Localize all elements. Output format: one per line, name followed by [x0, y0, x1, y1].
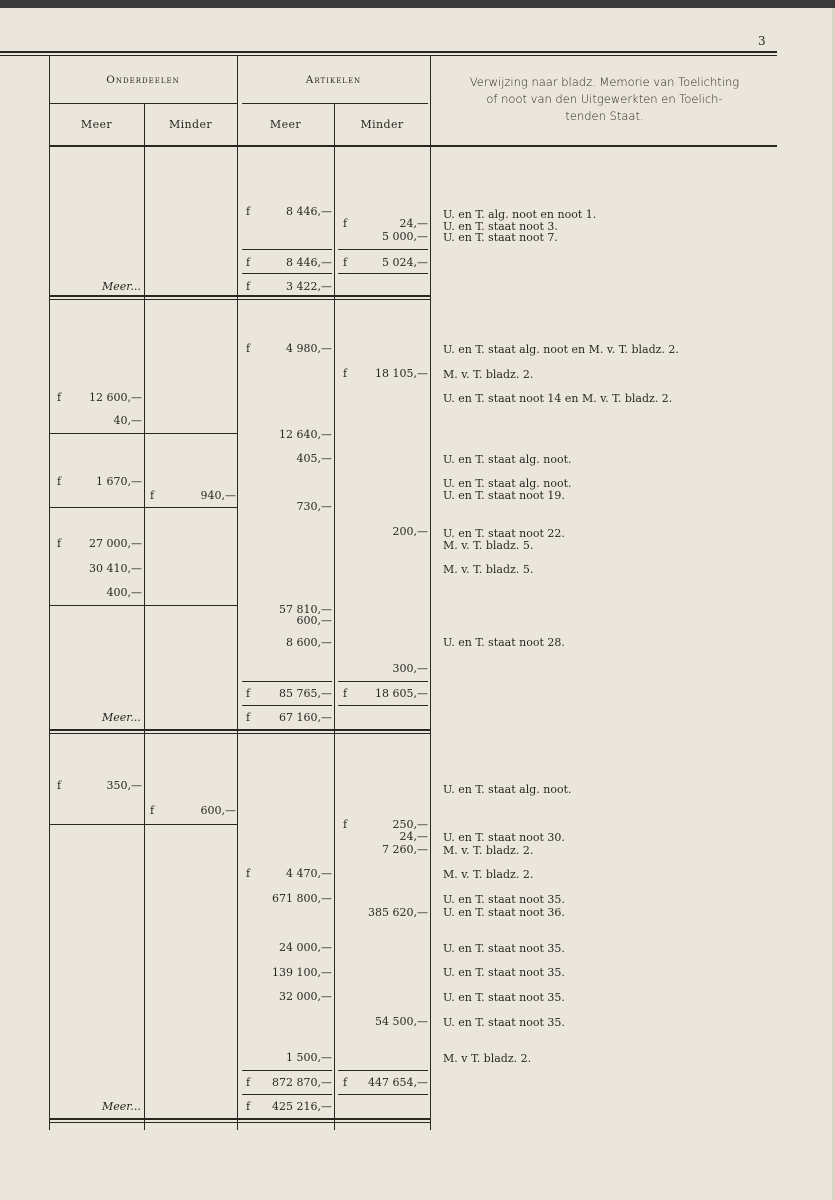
s3-art-meer-3: 24 000,— [279, 941, 332, 954]
s1-meer-label: Meer... [102, 280, 141, 293]
col-line-3 [237, 55, 238, 1130]
s2-ond-meer-5: 30 410,— [89, 562, 142, 575]
s3-total-meer: 872 870,— [272, 1076, 332, 1089]
s3-ref-11: M. v T. bladz. 2. [443, 1052, 532, 1065]
s3-art-meer-4: 139 100,— [272, 966, 332, 979]
s2-ref-8: M. v. T. bladz. 5. [443, 539, 534, 552]
s2-sum-rule-meer [242, 681, 332, 682]
s2-ond-meer-1: 12 600,— [89, 391, 142, 404]
header-ref-line-3: tenden Staat. [565, 109, 644, 123]
s1-end-rule-b [49, 299, 430, 300]
s1-sum-rule-meer [242, 249, 332, 250]
s1-rule-2-meer [242, 273, 332, 274]
florin-sign: f [57, 537, 62, 550]
s3-ref-1: U. en T. staat alg. noot. [443, 783, 572, 796]
s3-ref-10: U. en T. staat noot 35. [443, 1016, 565, 1029]
florin-sign: f [246, 1100, 251, 1113]
s2-meer-label: Meer... [102, 711, 141, 724]
s3-sum-rule-meer [242, 1070, 332, 1071]
s2-rule-2-meer [242, 705, 332, 706]
s2-ref-10: U. en T. staat noot 28. [443, 636, 565, 649]
s3-ref-8: U. en T. staat noot 35. [443, 966, 565, 979]
header-bottom-rule [49, 145, 777, 147]
s3-art-meer-2: 671 800,— [272, 892, 332, 905]
s3-art-minder-3: 7 260,— [382, 843, 428, 856]
florin-sign: f [343, 687, 348, 700]
s2-ond-meer-2: 40,— [113, 414, 142, 427]
s3-end-rule-a [49, 1118, 430, 1120]
s3-art-minder-2: 24,— [399, 830, 428, 843]
s2-total-meer: 85 765,— [279, 687, 332, 700]
s3-ref-2: U. en T. staat noot 30. [443, 831, 565, 844]
s2-ref-3: U. en T. staat noot 14 en M. v. T. bladz. 2. [443, 392, 673, 405]
s3-ref-4: M. v. T. bladz. 2. [443, 868, 534, 881]
s1-end-rule-a [49, 295, 430, 297]
header-art-meer: Meer [269, 118, 302, 131]
s2-ref-9: M. v. T. bladz. 5. [443, 563, 534, 576]
florin-sign: f [246, 342, 251, 355]
s3-art-minder-5: 54 500,— [375, 1015, 428, 1028]
s2-ond-minder-1: 940,— [200, 489, 236, 502]
florin-sign: f [246, 687, 251, 700]
header-sub-rule-right [242, 103, 428, 104]
s1-total-meer: 8 446,— [286, 256, 332, 269]
s2-ond-meer-3: 1 670,— [96, 475, 142, 488]
florin-sign: f [57, 779, 62, 792]
s2-art-meer-3: 405,— [296, 452, 332, 465]
s3-rule-2-minder [338, 1094, 428, 1095]
s2-ond-meer-4: 27 000,— [89, 537, 142, 550]
s2-art-meer-4: 730,— [296, 500, 332, 513]
s2-art-meer-7: 8 600,— [286, 636, 332, 649]
s2-ond-meer-6: 400,— [106, 586, 142, 599]
col-line-4 [334, 104, 335, 1130]
s2-ref-2: M. v. T. bladz. 2. [443, 368, 534, 381]
scan-top-border [0, 0, 835, 8]
table-top-rule-thin [0, 55, 777, 56]
s3-sum-rule-minder [338, 1070, 428, 1071]
header-ond-meer: Meer [80, 118, 113, 131]
s2-ref-6: U. en T. staat noot 19. [443, 489, 565, 502]
florin-sign: f [246, 256, 251, 269]
florin-sign: f [246, 711, 251, 724]
s2-rule-2-minder [338, 705, 428, 706]
s2-total-minder: 18 605,— [375, 687, 428, 700]
florin-sign: f [246, 205, 251, 218]
florin-sign: f [343, 217, 348, 230]
s3-meer-label: Meer... [102, 1100, 141, 1113]
s3-art-minder-1: 250,— [392, 818, 428, 831]
s2-art-minder-2: 200,— [392, 525, 428, 538]
col-line-5 [430, 55, 431, 1130]
florin-sign: f [343, 818, 348, 831]
s3-ref-7: U. en T. staat noot 35. [443, 942, 565, 955]
s1-ref-1: U. en T. alg. noot en noot 1. [443, 208, 597, 221]
header-reference [432, 74, 777, 125]
s3-result: 425 216,— [272, 1100, 332, 1113]
florin-sign: f [246, 1076, 251, 1089]
s3-art-meer-6: 1 500,— [286, 1051, 332, 1064]
s1-art-minder-1: 24,— [399, 217, 428, 230]
florin-sign: f [57, 475, 62, 488]
s2-art-minder-3: 300,— [392, 662, 428, 675]
s2-art-meer-6: 600,— [296, 614, 332, 627]
florin-sign: f [343, 367, 348, 380]
header-art-minder: Minder [360, 118, 404, 131]
s3-sub-rule-1 [49, 824, 237, 825]
header-ond-minder: Minder [168, 118, 213, 131]
header-ref-line-1: Verwijzing naar bladz. Memorie van Toelichting [469, 75, 740, 89]
s2-ref-7: U. en T. staat noot 22. [443, 527, 565, 540]
s1-art-minder-2: 5 000,— [382, 230, 428, 243]
s3-art-minder-4: 385 620,— [368, 906, 428, 919]
florin-sign: f [343, 256, 348, 269]
s3-art-meer-1: 4 470,— [286, 867, 332, 880]
s1-rule-2-minder [338, 273, 428, 274]
s3-ref-3: M. v. T. bladz. 2. [443, 844, 534, 857]
s3-ref-6: U. en T. staat noot 36. [443, 906, 565, 919]
florin-sign: f [150, 489, 155, 502]
s1-ref-3: U. en T. staat noot 7. [443, 231, 558, 244]
s2-art-meer-2: 12 640,— [279, 428, 332, 441]
s3-rule-2-meer [242, 1094, 332, 1095]
s2-art-minder-1: 18 105,— [375, 367, 428, 380]
table-top-rule [0, 51, 777, 53]
s3-ond-meer-1: 350,— [106, 779, 142, 792]
s2-ref-5: U. en T. staat alg. noot. [443, 477, 572, 490]
s3-art-meer-5: 32 000,— [279, 990, 332, 1003]
florin-sign: f [246, 867, 251, 880]
header-ref-line-2: of noot van den Uitgewerkten en Toelich- [486, 92, 723, 106]
s2-sum-rule-minder [338, 681, 428, 682]
s1-total-minder: 5 024,— [382, 256, 428, 269]
florin-sign: f [150, 804, 155, 817]
s2-ref-4: U. en T. staat alg. noot. [443, 453, 572, 466]
s1-sum-rule-minder [338, 249, 428, 250]
col-line-1 [49, 55, 50, 1130]
s1-result: 3 422,— [286, 280, 332, 293]
page-number: 3 [758, 34, 766, 48]
florin-sign: f [343, 1076, 348, 1089]
s3-ref-9: U. en T. staat noot 35. [443, 991, 565, 1004]
col-line-2 [144, 104, 145, 1130]
s1-ref-2: U. en T. staat noot 3. [443, 220, 558, 233]
s2-sub-rule-3 [49, 605, 237, 606]
s2-result: 67 160,— [279, 711, 332, 724]
s3-ref-5: U. en T. staat noot 35. [443, 893, 565, 906]
s3-ond-minder-1: 600,— [200, 804, 236, 817]
florin-sign: f [246, 280, 251, 293]
s2-end-rule-a [49, 729, 430, 731]
s2-sub-rule-1 [49, 433, 237, 434]
s3-total-minder: 447 654,— [368, 1076, 428, 1089]
header-artikelen: Artikelen [305, 74, 362, 86]
s2-ref-1: U. en T. staat alg. noot en M. v. T. bladz. 2. [443, 343, 679, 356]
header-onderdeelen: Onderdeelen [106, 74, 180, 86]
s3-end-rule-b [49, 1122, 430, 1123]
s1-art-meer-1: 8 446,— [286, 205, 332, 218]
florin-sign: f [57, 391, 62, 404]
s2-end-rule-b [49, 733, 430, 734]
header-sub-rule-left [49, 103, 237, 104]
s2-art-meer-1: 4 980,— [286, 342, 332, 355]
s2-sub-rule-2 [49, 507, 237, 508]
s2-art-meer-5: 57 810,— [279, 603, 332, 616]
